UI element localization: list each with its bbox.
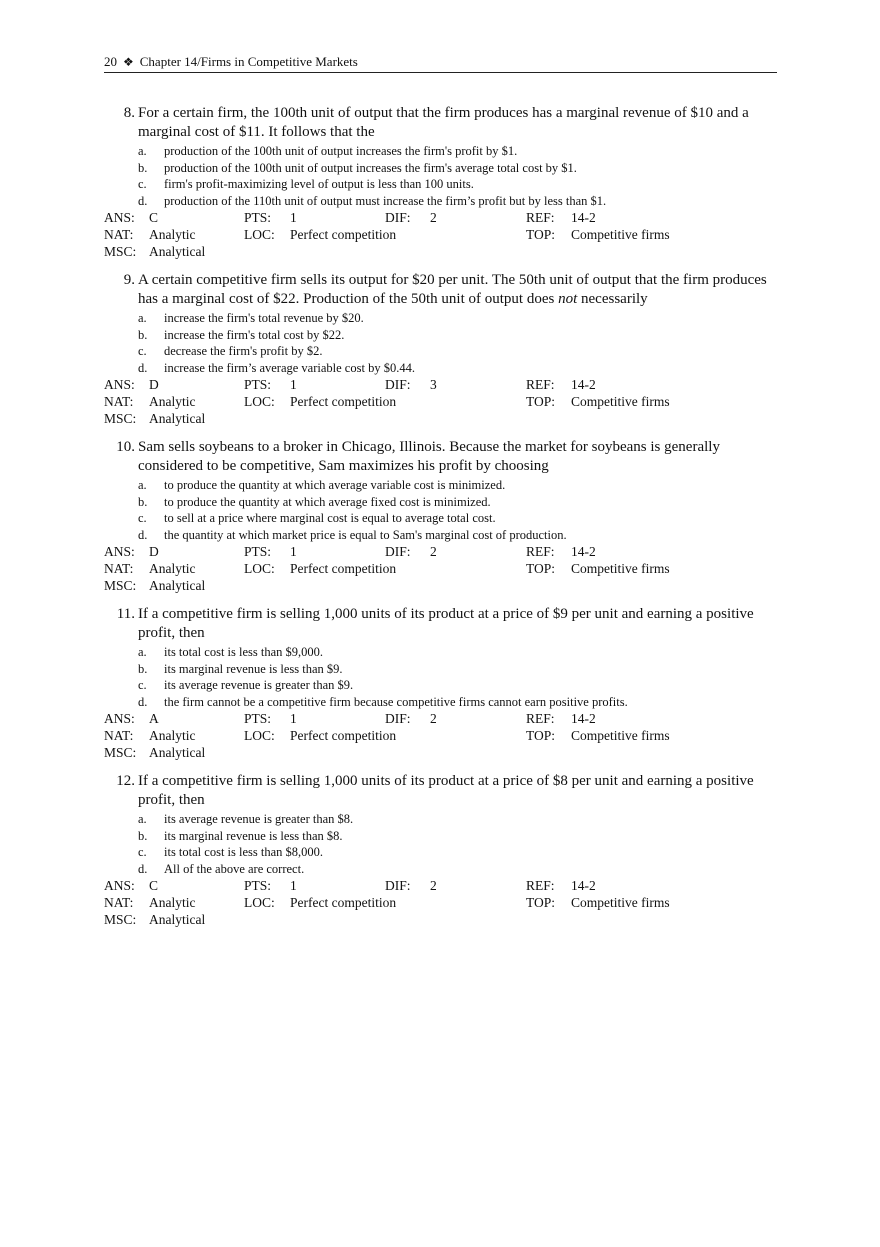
category-meta-row <box>104 393 784 410</box>
msc-meta-row <box>104 243 784 260</box>
option-a <box>104 143 784 160</box>
category-meta-row <box>104 894 784 911</box>
ans-label: ANS: <box>104 210 135 226</box>
question-number: 10. <box>116 439 135 455</box>
top-value: Competitive firms <box>571 561 670 577</box>
answer-meta-row <box>104 543 784 560</box>
nat-label: NAT: <box>104 561 134 577</box>
nat-label: NAT: <box>104 895 134 911</box>
loc-value: Perfect competition <box>290 394 397 410</box>
ans-label: ANS: <box>104 878 135 894</box>
category-meta-row <box>104 560 784 577</box>
option-letter: c. <box>138 177 147 192</box>
answer-meta-row <box>104 877 784 894</box>
question-emphasis: not <box>558 291 578 307</box>
option-letter: d. <box>138 360 148 375</box>
msc-value: Analytical <box>149 411 206 427</box>
answer-meta-row <box>104 376 784 393</box>
nat-value: Analytic <box>149 728 196 744</box>
question-text: If a competitive firm is selling 1,000 units of its product at a price of $8 per unit and earning a positive profit, then <box>138 773 754 808</box>
ans-label: ANS: <box>104 544 135 560</box>
answer-options <box>104 310 784 376</box>
msc-label: MSC: <box>104 912 137 928</box>
option-b <box>104 661 784 678</box>
option-text: to produce the quantity at which average variable cost is minimized. <box>164 478 506 492</box>
loc-value: Perfect competition <box>290 895 397 911</box>
option-letter: b. <box>138 494 148 509</box>
dif-value: 3 <box>430 377 437 393</box>
category-meta-row <box>104 226 784 243</box>
ans-value: C <box>149 210 159 226</box>
ans-label: ANS: <box>104 377 135 393</box>
option-b <box>104 828 784 845</box>
option-text: increase the firm's total revenue by $20. <box>164 311 364 325</box>
pts-label: PTS: <box>244 544 272 560</box>
dif-label: DIF: <box>385 711 411 727</box>
option-letter: c. <box>138 511 147 526</box>
question-text: For a certain firm, the 100th unit of output that the firm produces has a marginal revenue of $10 and a marginal cost of $11. It follows that the <box>138 105 749 140</box>
option-letter: a. <box>138 812 147 826</box>
question-stem <box>104 438 784 476</box>
option-text: production of the 110th unit of output must increase the firm’s profit but by less than $1. <box>164 193 607 208</box>
msc-meta-row <box>104 577 784 594</box>
ans-value: D <box>149 377 159 393</box>
question-stem <box>104 271 784 309</box>
dif-value: 2 <box>430 544 437 560</box>
category-meta-row <box>104 727 784 744</box>
ref-label: REF: <box>526 210 555 226</box>
dif-value: 2 <box>430 711 437 727</box>
loc-value: Perfect competition <box>290 227 397 243</box>
option-letter: b. <box>138 160 148 175</box>
option-d <box>104 861 784 878</box>
option-d <box>104 694 784 711</box>
dif-label: DIF: <box>385 377 411 393</box>
option-a <box>104 644 784 661</box>
option-text: the quantity at which market price is equal to Sam's marginal cost of production. <box>164 527 567 542</box>
answer-options <box>104 644 784 710</box>
ref-label: REF: <box>526 878 555 894</box>
option-text: to sell at a price where marginal cost is equal to average total cost. <box>164 511 496 526</box>
msc-label: MSC: <box>104 244 137 260</box>
msc-value: Analytical <box>149 578 206 594</box>
option-letter: d. <box>138 527 148 542</box>
top-value: Competitive firms <box>571 895 670 911</box>
option-letter: b. <box>138 661 148 676</box>
ref-label: REF: <box>526 377 555 393</box>
option-text: increase the firm’s average variable cost by $0.44. <box>164 360 415 375</box>
question-stem <box>104 772 784 810</box>
question-8 <box>104 104 784 260</box>
option-a <box>104 310 784 327</box>
question-text: Sam sells soybeans to a broker in Chicago, Illinois. Because the market for soybeans is generally considered to be competitive, Sam maximizes his profit by choosing <box>138 439 720 474</box>
msc-label: MSC: <box>104 578 137 594</box>
pts-value: 1 <box>290 878 297 894</box>
option-letter: a. <box>138 144 147 158</box>
ans-value: C <box>149 878 159 894</box>
option-c <box>104 844 784 861</box>
dif-label: DIF: <box>385 878 411 894</box>
top-label: TOP: <box>526 561 556 577</box>
option-letter: d. <box>138 861 148 876</box>
question-10 <box>104 438 784 594</box>
top-value: Competitive firms <box>571 227 670 243</box>
question-text: If a competitive firm is selling 1,000 units of its product at a price of $9 per unit and earning a positive profit, then <box>138 606 754 641</box>
option-c <box>104 343 784 360</box>
diamond-separator-icon: ❖ <box>123 55 134 69</box>
option-letter: c. <box>138 678 147 693</box>
ref-value: 14-2 <box>571 544 596 560</box>
option-text: its total cost is less than $9,000. <box>164 645 324 659</box>
option-a <box>104 477 784 494</box>
option-letter: a. <box>138 311 147 325</box>
option-letter: a. <box>138 478 147 492</box>
option-d <box>104 193 784 210</box>
nat-label: NAT: <box>104 394 134 410</box>
answer-meta-row <box>104 209 784 226</box>
option-text: its average revenue is greater than $9. <box>164 678 354 693</box>
dif-value: 2 <box>430 878 437 894</box>
option-a <box>104 811 784 828</box>
question-number: 11. <box>116 606 135 622</box>
ref-value: 14-2 <box>571 210 596 226</box>
ref-label: REF: <box>526 544 555 560</box>
question-stem <box>104 605 784 643</box>
page-header <box>104 54 777 73</box>
msc-label: MSC: <box>104 745 137 761</box>
pts-value: 1 <box>290 544 297 560</box>
option-letter: b. <box>138 327 148 342</box>
answer-options <box>104 143 784 209</box>
option-text: production of the 100th unit of output increases the firm's average total cost by $1. <box>164 160 577 175</box>
question-stem <box>104 104 784 142</box>
option-letter: a. <box>138 645 147 659</box>
pts-label: PTS: <box>244 878 272 894</box>
option-letter: b. <box>138 828 148 843</box>
option-text: firm's profit-maximizing level of output is less than 100 units. <box>164 177 474 192</box>
option-b <box>104 160 784 177</box>
top-label: TOP: <box>526 728 556 744</box>
question-9 <box>104 271 784 427</box>
nat-label: NAT: <box>104 227 134 243</box>
pts-value: 1 <box>290 711 297 727</box>
loc-value: Perfect competition <box>290 561 397 577</box>
option-d <box>104 360 784 377</box>
loc-label: LOC: <box>244 728 275 744</box>
loc-label: LOC: <box>244 561 275 577</box>
answer-meta-row <box>104 710 784 727</box>
msc-label: MSC: <box>104 411 137 427</box>
msc-value: Analytical <box>149 244 206 260</box>
option-b <box>104 494 784 511</box>
option-text: decrease the firm's profit by $2. <box>164 344 323 359</box>
ref-label: REF: <box>526 711 555 727</box>
nat-value: Analytic <box>149 394 196 410</box>
ans-value: D <box>149 544 159 560</box>
option-text: its total cost is less than $8,000. <box>164 845 324 860</box>
ref-value: 14-2 <box>571 377 596 393</box>
top-label: TOP: <box>526 394 556 410</box>
answer-options <box>104 811 784 877</box>
nat-label: NAT: <box>104 728 134 744</box>
answer-options <box>104 477 784 543</box>
top-value: Competitive firms <box>571 394 670 410</box>
option-c <box>104 677 784 694</box>
ref-value: 14-2 <box>571 711 596 727</box>
pts-label: PTS: <box>244 377 272 393</box>
option-text: its marginal revenue is less than $9. <box>164 661 343 676</box>
msc-meta-row <box>104 744 784 761</box>
option-letter: c. <box>138 344 147 359</box>
option-text: its average revenue is greater than $8. <box>164 812 354 826</box>
option-text: increase the firm's total cost by $22. <box>164 327 345 342</box>
top-label: TOP: <box>526 895 556 911</box>
dif-label: DIF: <box>385 210 411 226</box>
msc-meta-row <box>104 410 784 427</box>
question-number: 8. <box>123 105 135 121</box>
question-12 <box>104 772 784 928</box>
msc-value: Analytical <box>149 745 206 761</box>
option-text: production of the 100th unit of output increases the firm's profit by $1. <box>164 144 518 158</box>
nat-value: Analytic <box>149 561 196 577</box>
option-letter: d. <box>138 193 148 208</box>
option-letter: c. <box>138 845 147 860</box>
nat-value: Analytic <box>149 227 196 243</box>
loc-label: LOC: <box>244 895 275 911</box>
pts-value: 1 <box>290 377 297 393</box>
loc-label: LOC: <box>244 394 275 410</box>
option-c <box>104 510 784 527</box>
ans-label: ANS: <box>104 711 135 727</box>
option-c <box>104 176 784 193</box>
question-text: A certain competitive firm sells its output for $20 per unit. The 50th unit of output that the firm produces has a marginal cost of $22. Production of the 50th unit of output does <box>138 272 767 307</box>
option-text: All of the above are correct. <box>164 861 305 876</box>
question-number: 9. <box>123 272 135 288</box>
option-text: its marginal revenue is less than $8. <box>164 828 343 843</box>
top-label: TOP: <box>526 227 556 243</box>
pts-label: PTS: <box>244 711 272 727</box>
dif-value: 2 <box>430 210 437 226</box>
option-b <box>104 327 784 344</box>
top-value: Competitive firms <box>571 728 670 744</box>
pts-value: 1 <box>290 210 297 226</box>
option-d <box>104 527 784 544</box>
msc-value: Analytical <box>149 912 206 928</box>
loc-value: Perfect competition <box>290 728 397 744</box>
pts-label: PTS: <box>244 210 272 226</box>
question-11 <box>104 605 784 761</box>
loc-label: LOC: <box>244 227 275 243</box>
option-letter: d. <box>138 694 148 709</box>
chapter-title: Chapter 14/Firms in Competitive Markets <box>139 54 358 69</box>
ref-value: 14-2 <box>571 878 596 894</box>
page-number: 20 <box>104 54 117 69</box>
question-text-end: necessarily <box>577 291 648 307</box>
question-number: 12. <box>116 773 135 789</box>
ans-value: A <box>149 711 159 727</box>
msc-meta-row <box>104 911 784 928</box>
option-text: the firm cannot be a competitive firm because competitive firms cannot earn positive profits. <box>164 694 628 709</box>
nat-value: Analytic <box>149 895 196 911</box>
option-text: to produce the quantity at which average fixed cost is minimized. <box>164 494 491 509</box>
dif-label: DIF: <box>385 544 411 560</box>
